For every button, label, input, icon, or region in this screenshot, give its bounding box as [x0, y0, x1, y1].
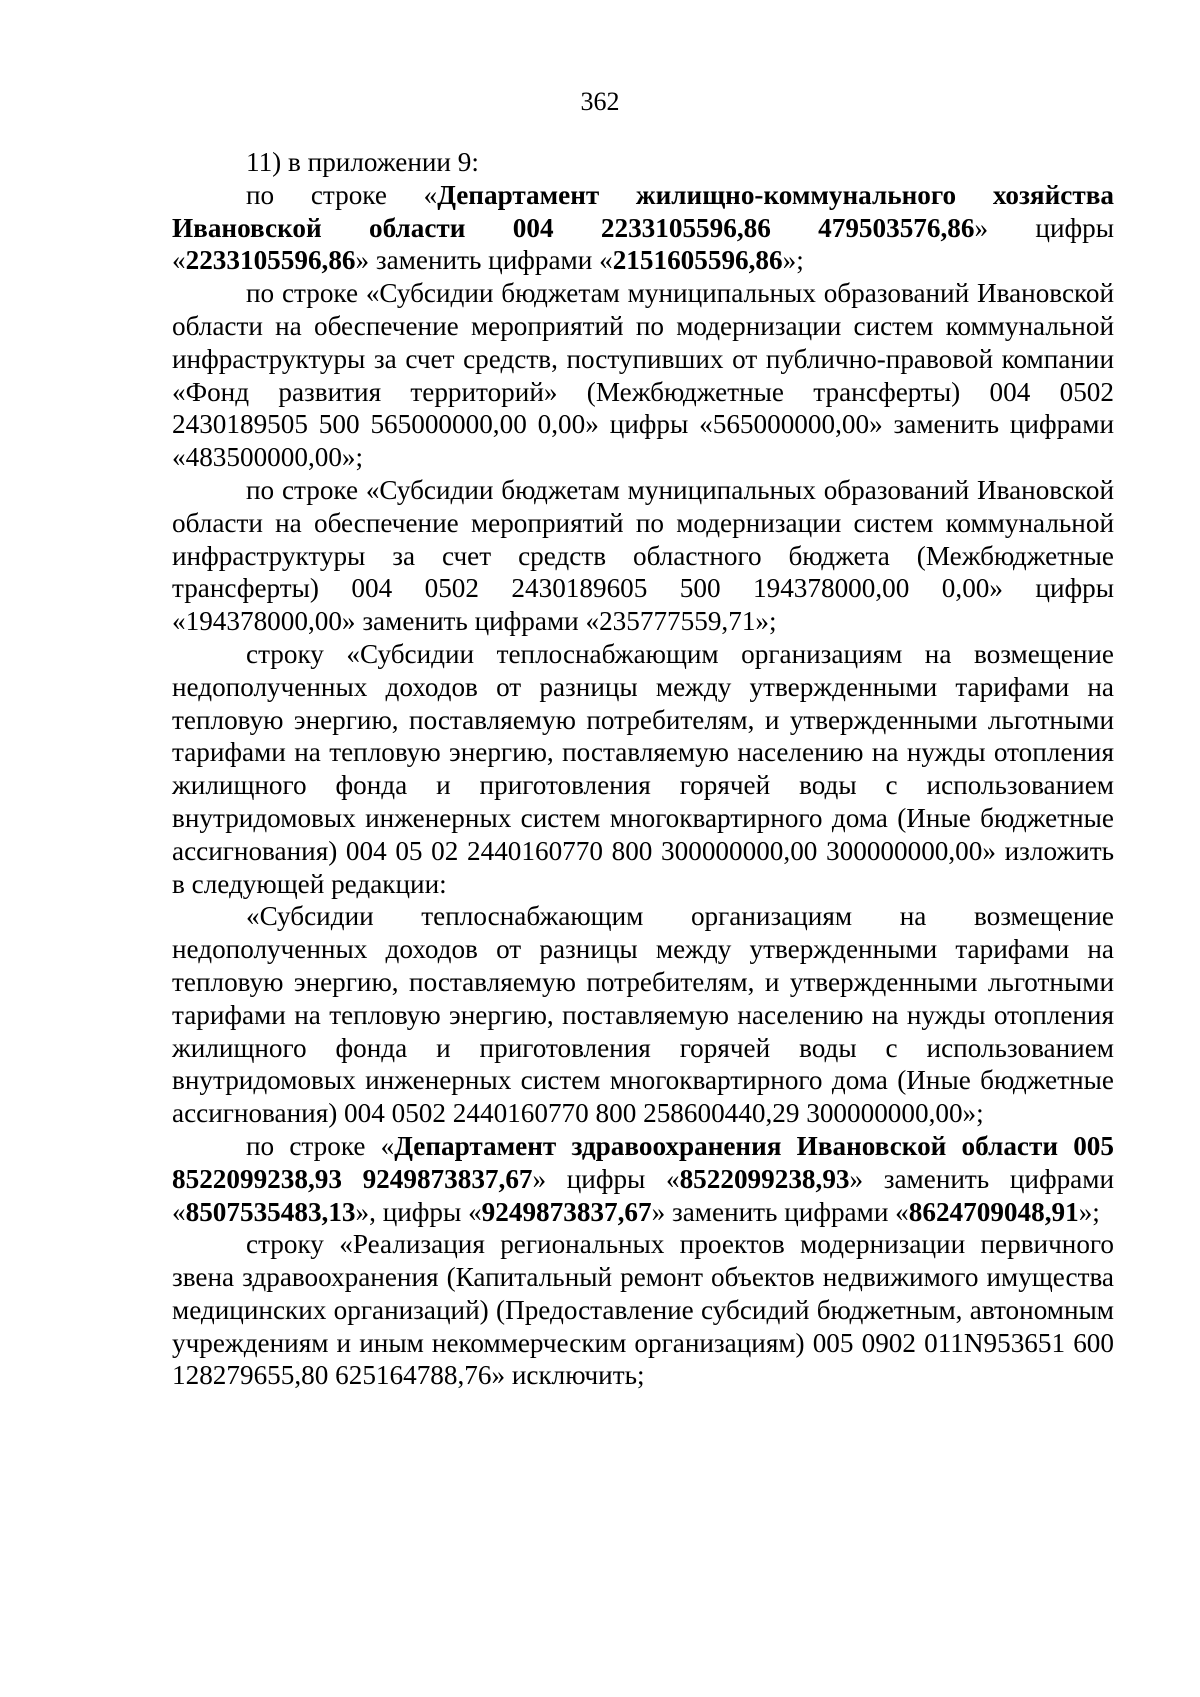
text-run: », цифры «	[355, 1196, 482, 1227]
bold-text-run: 2151605596,86	[612, 245, 783, 276]
text-run: «Субсидии теплоснабжающим организациям на возмещение недополученных доходов от разницы между утвержденными тарифами на тепловую энергию, поставляемую потребителям, и утвержденными льготными тарифами на тепловую энергию, поставляемую населению на нужды отопления жилищного фонда и приготовления горячей воды с использованием внутридомовых инженерных систем многоквартирного дома (Иные бюджетные ассигнования) 004 0502 2440160770 800 258600440,29 300000000,00»;	[172, 901, 1114, 1129]
page-number: 362	[580, 87, 620, 116]
bold-text-run: 8507535483,13	[185, 1196, 356, 1227]
document-paragraph	[172, 146, 1114, 179]
text-run: »;	[782, 245, 804, 276]
text-run: строку «Реализация региональных проектов модернизации первичного звена здравоохранения (Капитальный ремонт объектов недвижимого имущества медицинских организаций) (Предоставление субсидий бюджетным, автономным учреждениям и иным некоммерческим организациям) 005 0902 011N953651 600 128279655,80 625164788,76» исключить;	[172, 1229, 1114, 1391]
document-paragraph	[172, 1130, 1114, 1228]
text-run: 11) в приложении 9:	[246, 147, 479, 177]
bold-text-run: 8522099238,93	[679, 1163, 850, 1194]
document-paragraph	[172, 179, 1114, 277]
bold-text-run: Департамент жилищно-коммунального хозяйства Ивановской области 004 2233105596,86 479503576,86	[172, 179, 1114, 243]
text-run: по строке «	[246, 1130, 395, 1161]
document-body	[172, 146, 1114, 1392]
document-paragraph	[172, 277, 1114, 474]
text-run: по строке «Субсидии бюджетам муниципальных образований Ивановской области на обеспечение мероприятий по модернизации систем коммунальной инфраструктуры за счет средств областного бюджета (Межбюджетные трансферты) 004 0502 2430189605 500 194378000,00 0,00» цифры «194378000,00» заменить цифрами «235777559,71»;	[172, 474, 1114, 637]
document-paragraph	[172, 638, 1114, 900]
document-paragraph	[172, 1228, 1114, 1392]
text-run: » заменить цифрами «	[172, 1163, 1114, 1227]
text-run: » цифры «	[532, 1163, 680, 1194]
bold-text-run: 9249873837,67	[481, 1196, 652, 1227]
text-run: » заменить цифрами «	[355, 245, 613, 276]
text-run: » заменить цифрами «	[651, 1196, 909, 1227]
text-run: по строке «Субсидии бюджетам муниципальных образований Ивановской области на обеспечение мероприятий по модернизации систем коммунальной инфраструктуры за счет средств, поступивших от публично-правовой компании «Фонд развития территорий» (Межбюджетные трансферты) 004 0502 2430189505 500 565000000,00 0,00» цифры «565000000,00» заменить цифрами «483500000,00»;	[172, 278, 1114, 473]
bold-text-run: 8624709048,91	[908, 1196, 1079, 1227]
text-run: строку «Субсидии теплоснабжающим организациям на возмещение недополученных доходов от разницы между утвержденными тарифами на тепловую энергию, поставляемую потребителям, и утвержденными льготными тарифами на тепловую энергию, поставляемую населению на нужды отопления жилищного фонда и приготовления горячей воды с использованием внутридомовых инженерных систем многоквартирного дома (Иные бюджетные ассигнования) 004 05 02 2440160770 800 300000000,00 300000000,00» изложить в следующей редакции:	[172, 638, 1114, 899]
text-run: »;	[1078, 1196, 1100, 1227]
text-run: » цифры «	[172, 212, 1114, 276]
document-paragraph	[172, 900, 1114, 1130]
bold-text-run: 2233105596,86	[185, 245, 356, 276]
document-paragraph	[172, 474, 1114, 638]
text-run: по строке «	[246, 179, 438, 210]
bold-text-run: Департамент здравоохранения Ивановской области 005 8522099238,93 9249873837,67	[172, 1130, 1114, 1194]
